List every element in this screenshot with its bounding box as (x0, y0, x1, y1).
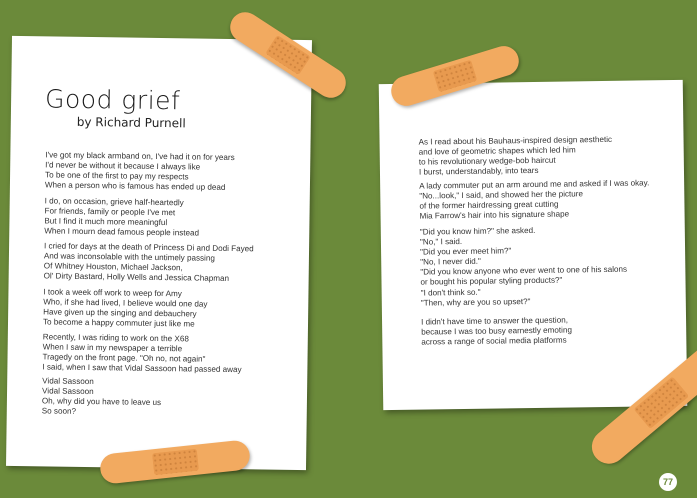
poem-line: "No," I said. (419, 237, 463, 247)
stanza-8 (419, 178, 650, 222)
stanza-6 (42, 376, 162, 418)
poem-line: "No...look," I said, and showed her the picture (419, 189, 584, 201)
poem-line: Of Whitney Houston, Michael Jackson, (43, 261, 183, 273)
poem-line: I didn't have time to answer the question, (421, 315, 568, 327)
poem-line: I took a week off work to weep for Amy (43, 287, 182, 299)
poem-line: As I read about his Bauhaus-inspired design aesthetic (418, 134, 613, 147)
stanza-10 (421, 315, 572, 347)
stanza-5 (42, 332, 242, 375)
poem-line: and love of geometric shapes which led him (418, 145, 576, 157)
poem-line: I cried for days at the death of Princess Di and Dodi Fayed (44, 241, 254, 254)
poem-line: "No, I never did." (420, 257, 481, 267)
poem-line: Have given up the singing and debauchery (43, 307, 197, 319)
poem-line: "Did you know him?" she asked. (419, 225, 536, 237)
poem-line: "I don't think so." (420, 287, 481, 298)
stanza-7 (418, 135, 612, 178)
poem-line: or bought his popular styling products?" (420, 276, 563, 288)
poem-line: Who, if she had lived, I believe would one day (43, 297, 208, 309)
poem-line: "Did you ever meet him?" (420, 246, 512, 257)
poem-line: When I saw in my newspaper a terrible (42, 342, 183, 354)
poem-line: across a range of social media platforms (421, 335, 567, 347)
poem-line: Mia Farrow's hair into his signature shape (419, 209, 570, 221)
poem-title: Good grief (44, 84, 181, 116)
poem-line: I said, when I saw that Vidal Sassoon had passed away (42, 362, 242, 375)
poem-line: Vidal Sassoon (42, 376, 94, 387)
poem-line: Ol' Dirty Bastard, Holly Wells and Jessica Chapman (43, 271, 230, 284)
poem-line: I've got my black armband on, I've had it on for years (45, 150, 235, 163)
stanza-1 (45, 150, 235, 193)
page-number-badge: 77 (659, 473, 677, 491)
poem-page-right (379, 80, 688, 410)
poem-line: For friends, family or people I've met (44, 206, 176, 218)
stanza-9 (420, 225, 628, 309)
poem-line: Recently, I was riding to work on the X68 (42, 332, 189, 344)
poem-page-left (6, 36, 312, 470)
poem-line: of the former hairdressing great cutting (419, 199, 559, 211)
poem-line: To become a happy commuter just like me (42, 317, 195, 329)
poem-line: Tragedy on the front page. "Oh no, not again" (42, 352, 206, 364)
poem-line: When a person who is famous has ended up dead (44, 180, 226, 193)
stanza-4 (43, 287, 208, 330)
poem-line: because I was too busy earnestly emoting (421, 325, 572, 337)
poem-line: Vidal Sassoon (41, 386, 94, 397)
poem-line: "Did you know anyone who ever went to one of his salons (420, 265, 628, 277)
poem-line: A lady commuter put an arm around me and asked if I was okay. (419, 178, 650, 191)
poem-line: "Then, why are you so upset?" (420, 296, 531, 308)
poem-byline: by Richard Purnell (76, 114, 186, 131)
poem-line: When I mourn dead famous people instead (44, 226, 200, 238)
poem-line: Oh, why did you have to leave us (41, 396, 162, 408)
poem-line: So soon? (41, 406, 77, 417)
stanza-3 (44, 241, 254, 284)
stanza-2 (44, 196, 199, 239)
poem-line: To be one of the first to pay my respects (45, 170, 189, 182)
poem-line: And was inconsolable with the untimely passing (43, 251, 215, 263)
poem-line: But I find it much more meaningful (44, 216, 168, 228)
poem-line: to his revolutionary wedge-bob haircut (418, 155, 556, 167)
poem-line: I'd never be without it because I always like (45, 160, 201, 172)
poem-line: I do, on occasion, grieve half-heartedly (44, 196, 184, 208)
poem-line: I burst, understandably, into tears (418, 166, 539, 177)
